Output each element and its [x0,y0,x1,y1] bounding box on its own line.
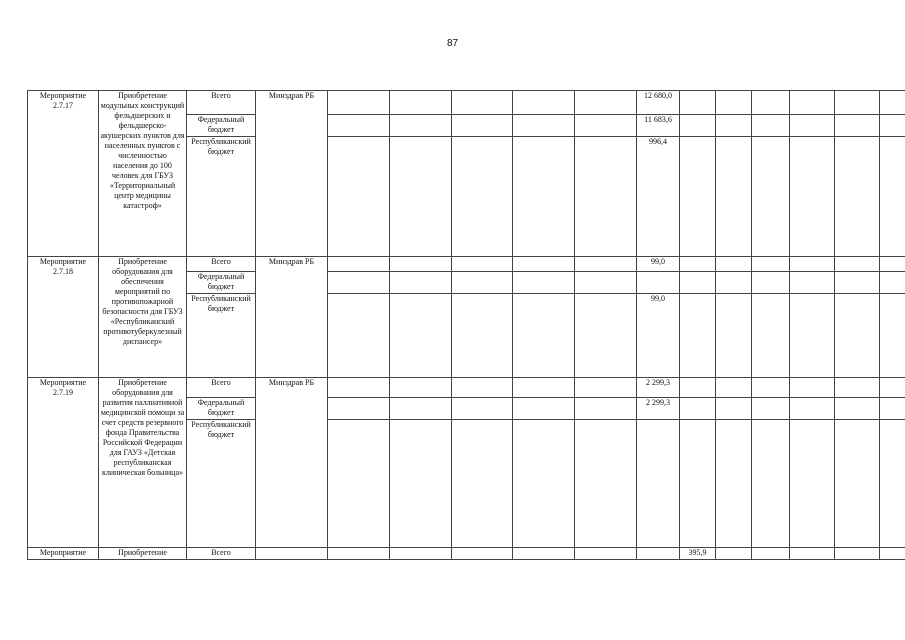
empty-cell [680,137,716,257]
empty-cell [452,420,513,548]
empty-cell [835,378,880,398]
empty-cell [790,137,835,257]
empty-cell [390,378,452,398]
description-cell: Приобретение модульных конструкций фельдшерских и фельдшерско-акушерских пунктов для населенных пунктов с численностью населения до 100 человек для ГБУЗ «Территориальный центр медицины катастроф» [99,91,187,257]
empty-cell [835,257,880,272]
empty-cell [752,257,790,272]
empty-cell [835,272,880,294]
empty-cell [680,272,716,294]
empty-cell [575,420,637,548]
empty-cell [328,257,390,272]
empty-cell [575,137,637,257]
empty-cell [716,420,752,548]
empty-cell [680,398,716,420]
empty-cell [575,272,637,294]
empty-cell [328,420,390,548]
empty-cell [680,378,716,398]
event-cell: Мероприятие [28,548,99,560]
source-cell: Всего [187,378,256,398]
empty-cell [390,548,452,560]
empty-cell [752,420,790,548]
empty-cell [835,420,880,548]
value-cell: 996,4 [637,137,680,257]
empty-cell [880,272,905,294]
empty-cell [575,257,637,272]
source-cell: Федеральный бюджет [187,272,256,294]
empty-cell [513,378,575,398]
empty-cell [716,272,752,294]
empty-cell [637,548,680,560]
empty-cell [835,115,880,137]
executor-cell: Минздрав РБ [256,257,328,378]
empty-cell [328,378,390,398]
empty-cell [575,294,637,378]
description-cell: Приобретение оборудования для обеспечения мероприятий по противопожарной безопасности для ГБУЗ «Республиканский противотуберкулезный диспансер» [99,257,187,378]
empty-cell [790,548,835,560]
empty-cell [752,378,790,398]
empty-cell [513,137,575,257]
empty-cell [716,398,752,420]
empty-cell [513,398,575,420]
empty-cell [716,115,752,137]
empty-cell [390,272,452,294]
table-row [28,257,905,272]
empty-cell [752,115,790,137]
event-cell: Мероприятие 2.7.17 [28,91,99,257]
empty-cell [390,137,452,257]
empty-cell [716,257,752,272]
empty-cell [790,398,835,420]
empty-cell [880,548,905,560]
empty-cell [716,548,752,560]
empty-cell [835,398,880,420]
empty-cell [752,398,790,420]
empty-cell [390,294,452,378]
value-cell: 395,9 [680,548,716,560]
empty-cell [790,91,835,115]
source-cell: Федеральный бюджет [187,115,256,137]
empty-cell [680,91,716,115]
empty-cell [680,420,716,548]
source-cell: Республиканский бюджет [187,294,256,378]
executor-cell: Минздрав РБ [256,91,328,257]
value-cell: 11 683,6 [637,115,680,137]
empty-cell [390,257,452,272]
empty-cell [452,91,513,115]
empty-cell [575,115,637,137]
empty-cell [680,294,716,378]
empty-cell [390,91,452,115]
empty-cell [790,257,835,272]
empty-cell [452,272,513,294]
empty-cell [880,137,905,257]
empty-cell [716,378,752,398]
empty-cell [680,115,716,137]
empty-cell [880,257,905,272]
value-cell [637,272,680,294]
empty-cell [752,272,790,294]
empty-cell [328,91,390,115]
empty-cell [452,137,513,257]
empty-cell [390,398,452,420]
value-cell: 99,0 [637,294,680,378]
empty-cell [716,137,752,257]
empty-cell [328,294,390,378]
empty-cell [790,294,835,378]
event-cell: Мероприятие 2.7.18 [28,257,99,378]
empty-cell [513,115,575,137]
empty-cell [835,91,880,115]
empty-cell [328,137,390,257]
empty-cell [513,420,575,548]
empty-cell [390,115,452,137]
empty-cell [328,115,390,137]
value-cell: 99,0 [637,257,680,272]
source-cell: Всего [187,548,256,560]
empty-cell [835,294,880,378]
empty-cell [752,294,790,378]
empty-cell [880,115,905,137]
empty-cell [752,548,790,560]
table-row [28,548,905,560]
empty-cell [680,257,716,272]
source-cell: Всего [187,91,256,115]
empty-cell [752,137,790,257]
empty-cell [790,115,835,137]
empty-cell [880,398,905,420]
empty-cell [575,378,637,398]
source-cell: Республиканский бюджет [187,420,256,548]
value-cell: 2 299,3 [637,398,680,420]
empty-cell [452,257,513,272]
value-cell [637,420,680,548]
empty-cell [452,378,513,398]
empty-cell [716,294,752,378]
empty-cell [752,91,790,115]
empty-cell [880,294,905,378]
empty-cell [716,91,752,115]
empty-cell [880,420,905,548]
empty-cell [328,398,390,420]
source-cell: Федеральный бюджет [187,398,256,420]
empty-cell [575,398,637,420]
empty-cell [575,91,637,115]
page-number: 87 [446,38,459,49]
table-row [28,91,905,115]
empty-cell [575,548,637,560]
empty-cell [790,272,835,294]
empty-cell [328,548,390,560]
value-cell: 2 299,3 [637,378,680,398]
empty-cell [513,91,575,115]
empty-cell [880,91,905,115]
empty-cell [835,548,880,560]
empty-cell [256,548,328,560]
empty-cell [513,257,575,272]
empty-cell [835,137,880,257]
source-cell: Республиканский бюджет [187,137,256,257]
empty-cell [328,272,390,294]
empty-cell [452,294,513,378]
table-row [28,378,905,398]
budget-table [27,90,905,560]
empty-cell [513,294,575,378]
value-cell: 12 680,0 [637,91,680,115]
table-body [28,91,905,560]
empty-cell [452,115,513,137]
empty-cell [880,378,905,398]
description-cell: Приобретение оборудования для развития паллиативной медицинской помощи за счет средств резервного фонда Правительства Российской Федерации для ГАУЗ «Детская республиканская клиническая больница» [99,378,187,548]
empty-cell [452,548,513,560]
empty-cell [790,378,835,398]
description-cell: Приобретение [99,548,187,560]
event-cell: Мероприятие 2.7.19 [28,378,99,548]
executor-cell: Минздрав РБ [256,378,328,548]
empty-cell [390,420,452,548]
empty-cell [452,398,513,420]
empty-cell [513,548,575,560]
empty-cell [513,272,575,294]
empty-cell [790,420,835,548]
source-cell: Всего [187,257,256,272]
